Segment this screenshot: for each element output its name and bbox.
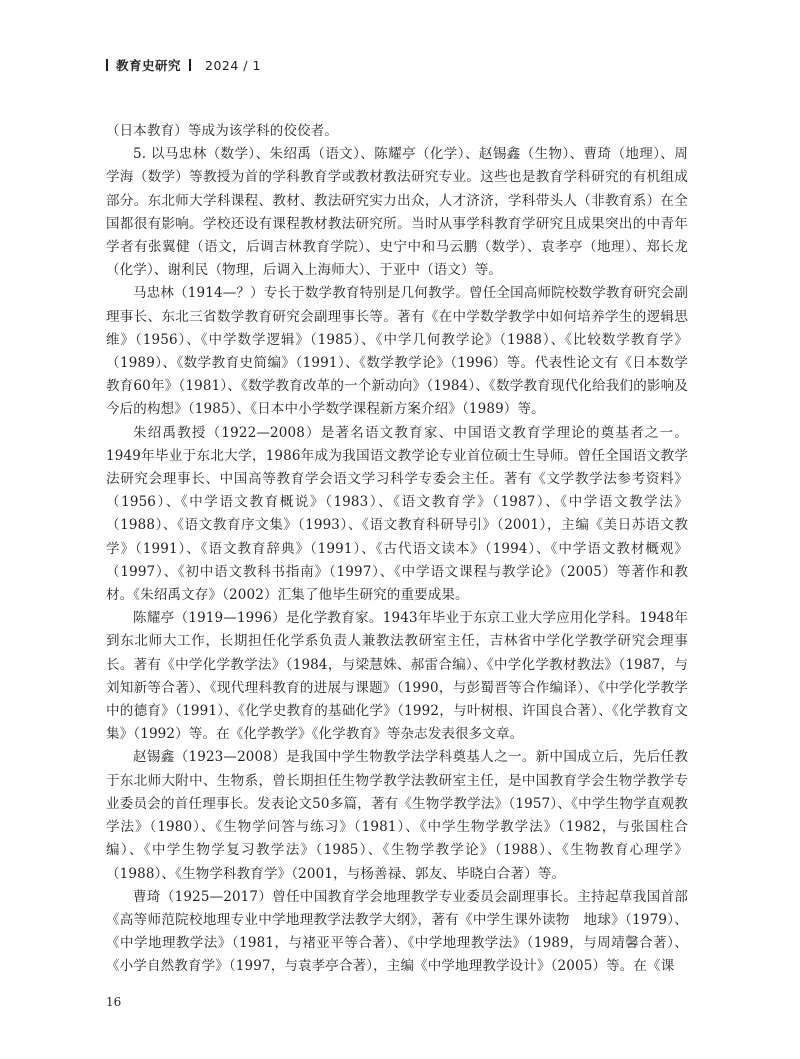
paragraph: （日本教育）等成为该学科的佼佼者。 bbox=[106, 123, 339, 139]
page-number: 16 bbox=[106, 995, 122, 1009]
paragraph: 赵锡鑫（1923—2008）是我国中学生物教学法学科奠基人之一。新中国成立后，先后任教于东北师大附中、生物系，曾长期担任生物学教学法教研室主任，是中国教育学会生物学教学专业委员会的首任理事长。发表论文50多篇，著有《生物学教学法》（1957）、《中学生物学直观教学法》（1980）、《生物学问答与练习》（1981）、《中学生物学教学法》（1982，与张国柱合编）、《中学生物学复习教学法》（1985）、《生物学教学论》（1988）、《生物教育心理学》（1988）、《生物学科教育学》（2001，与杨善禄、郭友、毕晓白合著）等。 bbox=[106, 749, 688, 882]
paragraph: 朱绍禹教授（1922—2008）是著名语文教育家、中国语文教育学理论的奠基者之一。1949年毕业于东北大学，1986年成为我国语文教学论专业首位硕士生导师。曾任全国语文教学法研究会理事长、中国高等教育学会语文学习科学专委会主任。著有《文学教学法参考资料》（1956）、《中学语文教育概说》（1983）、《语文教育学》（1987）、《中学语文教学法》（1988）、《语文教育序文集》（1993）、《语文教育科研导引》（2001），主编《美日苏语文教学》（1991）、《语文教育辞典》（1991）、《古代语文读本》（1994）、《中学语文教材概观》（1997）、《初中语文教科书指南》（1997）、《中学语文课程与教学论》（2005）等著作和教材。《朱绍禹文存》（2002）汇集了他毕生研究的重要成果。 bbox=[106, 424, 688, 604]
paragraph: 马忠林（1914—？）专长于数学教育特别是几何教学。曾任全国高师院校数学教育研究会副理事长、东北三省数学教育研究会副理事长等。著有《在中学数学教学中如何培养学生的逻辑思维》（1956）、《中学数学逻辑》（1985）、《中学几何教学论》（1988）、《比较数学教育学》（1989）、《数学教育史简编》（1991）、《数学教学论》（1996）等。代表性论文有《日本数学教育60年》（1981）、《数学教育改革的一个新动向》（1984）、《数学教育现代化给我们的影响及今后的构想》（1985）、《日本中小学数学课程新方案介绍》（1989）等。 bbox=[106, 285, 688, 418]
header-divider bbox=[106, 59, 108, 71]
article-body bbox=[106, 120, 688, 979]
journal-title: 教育史研究 bbox=[116, 58, 182, 73]
paragraph: 5. 以马忠林（数学）、朱绍禹（语文）、陈耀亭（化学）、赵锡鑫（生物）、曹琦（地理）、周学海（数学）等教授为首的学科教育学或教材教法研究专业。这些也是教育学科研究的有机组成部分。东北师大学科课程、教材、教法研究实力出众，人才济济，学科带头人（非教育系）在全国都很有影响。学校还设有课程教材教法研究所。当时从事学科教育学研究且成果突出的中青年学者有张翼健（语文，后调吉林教育学院）、史宁中和马云鹏（数学）、袁孝亭（地理）、郑长龙（化学）、谢利民（物理，后调入上海师大）、于亚中（语文）等。 bbox=[106, 146, 688, 279]
paragraph: 曹琦（1925—2017）曾任中国教育学会地理教学专业委员会副理事长。主持起草我国首部《高等师范院校地理专业中学地理教学法教学大纲》，著有《中学生课外读物 地球》（1979）、《中学地理教学法》（1981，与褚亚平等合著）、《中学地理教学法》（1989，与周靖馨合著）、《小学自然教育学》（1997，与袁孝亭合著），主编《中学地理教学设计》（2005）等。在《课 bbox=[106, 888, 688, 975]
paragraph: 陈耀亭（1919—1996）是化学教育家。1943年毕业于东京工业大学应用化学科。1948年到东北师大工作，长期担任化学系负责人兼教法教研室主任，吉林省中学化学教学研究会理事长。著有《中学化学教学法》（1984，与梁慧姝、郝雷合编）、《中学化学教材教法》（1987，与刘知新等合著）、《现代理科教育的进展与课题》（1990，与彭蜀晋等合作编译）、《中学化学教学中的德育》（1991）、《化学史教育的基础化学》（1992，与叶树根、许国良合著）、《化学教育文集》（1992）等。在《化学教学》《化学教育》等杂志发表很多文章。 bbox=[106, 610, 688, 743]
header-divider bbox=[189, 59, 191, 71]
issue-number: 2024 / 1 bbox=[205, 57, 261, 73]
running-header bbox=[106, 56, 261, 74]
